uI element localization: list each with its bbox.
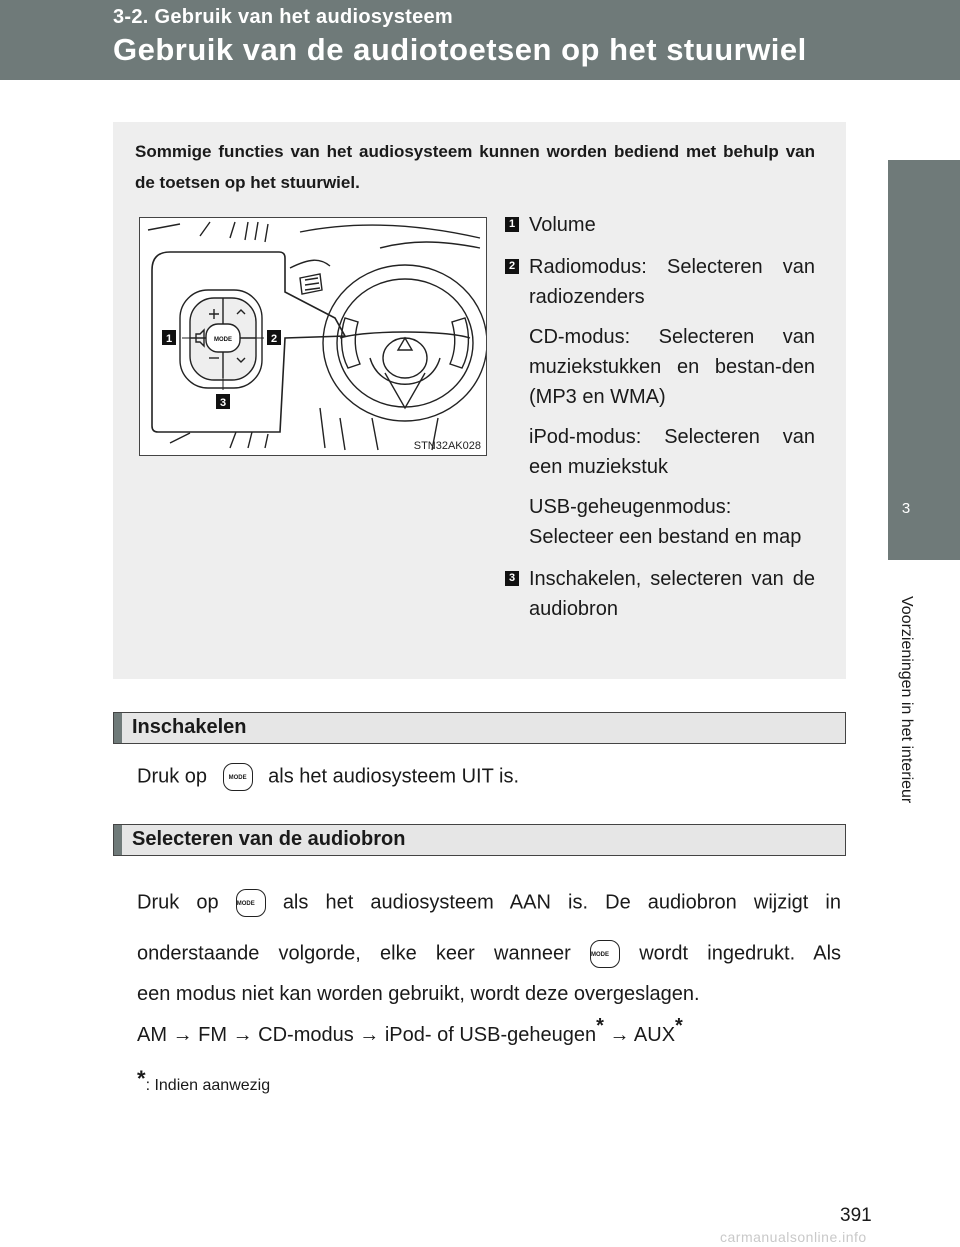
watermark: carmanualsonline.info	[720, 1229, 867, 1245]
sequence-cd: CD-modus	[258, 1024, 354, 1046]
sequence-arrow: →	[232, 1024, 253, 1046]
callout-1	[505, 210, 815, 240]
footnote-text: : Indien aanwezig	[145, 1077, 271, 1094]
section2-line1-before: Druk op	[137, 891, 219, 914]
section-subtitle: 3-2. Gebruik van het audiosysteem	[113, 6, 454, 28]
section2-line2-before: onderstaande volgorde, elke keer wanneer	[137, 942, 571, 965]
section-heading-label: Inschakelen	[132, 716, 247, 738]
section1-text-before: Druk op	[137, 765, 208, 788]
section-heading-bar	[114, 825, 122, 855]
mode-button-icon: MODE	[590, 940, 620, 968]
section-heading-audiobron	[113, 824, 846, 856]
section2-line-2	[137, 940, 841, 968]
callout-marker-3: 3	[505, 571, 519, 586]
footnote-star: *	[596, 1015, 604, 1037]
chapter-number: 3	[901, 500, 911, 517]
chapter-tab	[888, 160, 960, 560]
callout-2-text: Radiomodus: Selecteren van radiozenders	[529, 256, 815, 308]
callout-2-detail-cd: CD-modus: Selecteren van muziekstukken en bestan-den (MP3 en WMA)	[529, 326, 815, 408]
section1-text-after: als het audiosysteem UIT is.	[268, 765, 520, 788]
figure-marker-3: 3	[219, 397, 227, 409]
footnote	[137, 1066, 270, 1095]
callout-2	[505, 252, 815, 552]
sequence-ipod-usb: iPod- of USB-geheugen	[384, 1024, 597, 1046]
callout-2-detail-usb: USB-geheugenmodus: Selecteer een bestand en map	[529, 496, 802, 548]
info-box	[113, 122, 846, 679]
sequence-am: AM	[137, 1024, 167, 1046]
page-number: 391	[840, 1205, 872, 1226]
sequence-arrow: →	[609, 1024, 630, 1046]
callout-1-text: Volume	[529, 214, 596, 236]
section2-line-1	[137, 889, 841, 917]
section2-line1-after: als het audiosysteem AAN is. De audiobron wijzigt in	[282, 891, 842, 914]
footnote-star: *	[675, 1015, 683, 1037]
steering-wheel-drawing	[140, 218, 486, 455]
callout-list	[505, 210, 815, 636]
sequence-arrow: →	[359, 1024, 380, 1046]
sequence-arrow: →	[172, 1024, 193, 1046]
callout-3-text: Inschakelen, selecteren van de audiobron	[529, 568, 815, 620]
page-title: Gebruik van de audiotoetsen op het stuurwiel	[113, 32, 807, 67]
intro-text: Sommige functies van het audiosysteem kunnen worden bediend met behulp van de toetsen op het stuurwiel.	[135, 142, 815, 192]
steering-wheel-illustration	[139, 217, 487, 456]
callout-2-detail-ipod: iPod-modus: Selecteren van een muziekstuk	[529, 426, 815, 478]
header-side-block	[888, 0, 960, 80]
section2-line2-after: wordt ingedrukt. Als	[639, 942, 842, 965]
section1-paragraph	[137, 763, 841, 791]
figure-code: STN32AK028	[413, 440, 481, 452]
figure-mode-label: MODE	[214, 337, 232, 343]
callout-marker-1: 1	[505, 217, 519, 232]
section-heading-inschakelen	[113, 712, 846, 744]
figure-marker-2: 2	[270, 333, 278, 345]
footnote-marker: *	[137, 1066, 146, 1091]
callout-marker-2: 2	[505, 259, 519, 274]
callout-3	[505, 564, 815, 624]
figure-marker-1: 1	[165, 333, 173, 345]
mode-button-icon: MODE	[223, 763, 253, 791]
page-header	[0, 0, 888, 80]
section-heading-bar	[114, 713, 122, 743]
source-sequence	[137, 1015, 841, 1047]
chapter-label-wrap	[888, 560, 924, 840]
mode-button-icon: MODE	[236, 889, 266, 917]
sequence-aux: AUX	[633, 1024, 676, 1046]
section-heading-label: Selecteren van de audiobron	[132, 828, 406, 850]
section2-line-3: een modus niet kan worden gebruikt, wordt deze overgeslagen.	[137, 983, 700, 1005]
sequence-fm: FM	[198, 1024, 228, 1046]
chapter-label: Voorzieningen in het interieur	[898, 596, 915, 804]
